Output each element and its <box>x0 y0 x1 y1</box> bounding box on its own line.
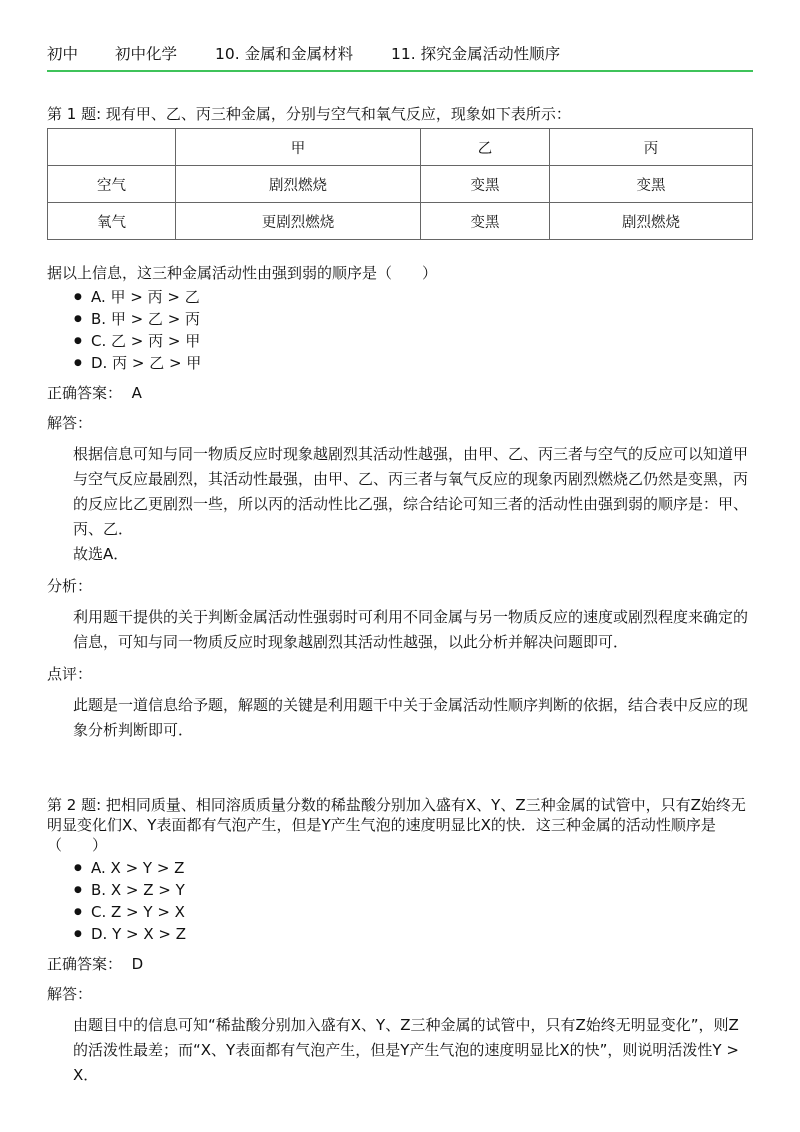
analysis-label: 分析： <box>47 577 93 595</box>
option-b: ● B. X > Z > Y <box>47 879 753 901</box>
table-cell: 剧烈燃烧 <box>550 203 753 240</box>
option-d: ● D. 丙 > 乙 > 甲 <box>47 352 753 374</box>
option-a: ● A. 甲 > 丙 > 乙 <box>47 286 753 308</box>
table-cell: 变黑 <box>550 166 753 203</box>
correct-answer <box>47 953 753 975</box>
solution-body <box>47 442 753 567</box>
table-cell: 空气 <box>48 166 176 203</box>
solution-text: 由题目中的信息可知“稀盐酸分别加入盛有X、Y、Z三种金属的试管中，只有Z始终无明显变化”，则Z的活泼性最差；而“X、Y表面都有气泡产生，但是Y产生气泡的速度明显比X的快”，则说明活泼性Y > X． <box>73 1016 739 1084</box>
options-list <box>47 857 753 945</box>
question-stem: 第 1 题: 现有甲、乙、丙三种金属，分别与空气和氧气反应，现象如下表所示： <box>47 105 571 123</box>
analysis-text: 利用题干提供的关于判断金属活动性强弱时可利用不同金属与另一物质反应的速度或剧烈程度来确定的信息，可知与同一物质反应时现象越剧烈其活动性越强，以此分析并解决问题即可． <box>73 608 749 651</box>
table-cell: 剧烈燃烧 <box>176 166 421 203</box>
table-cell: 变黑 <box>421 203 550 240</box>
breadcrumb-subject[interactable]: 初中化学 <box>115 45 178 63</box>
solution-text: 根据信息可知与同一物质反应时现象越剧烈其活动性越强，由甲、乙、丙三者与空气的反应可以知道甲与空气反应最剧烈，其活动性最强，由甲、乙、丙三者与氧气反应的现象丙剧烈燃烧乙仍然是变黑，丙的反应比乙更剧烈一些，所以丙的活动性比乙强，综合结论可知三者的活动性由强到弱的顺序是：甲、丙、乙． <box>73 445 749 538</box>
option-c: ● C. 乙 > 丙 > 甲 <box>47 330 753 352</box>
question-prompt: 据以上信息，这三种金属活动性由强到弱的顺序是（ ） <box>47 264 438 282</box>
reaction-table <box>47 128 753 240</box>
answer-value: D <box>131 955 144 973</box>
option-b: ● B. 甲 > 乙 > 丙 <box>47 308 753 330</box>
breadcrumb-level[interactable]: 初中 <box>47 45 79 63</box>
option-d: ● D. Y > X > Z <box>47 923 753 945</box>
options-list <box>47 286 753 374</box>
table-cell: 更剧烈燃烧 <box>176 203 421 240</box>
header-divider <box>47 70 753 72</box>
breadcrumb-section[interactable]: 11. 探究金属活动性顺序 <box>391 45 561 63</box>
solution-body <box>47 1013 753 1088</box>
question-stem: 第 2 题: 把相同质量、相同溶质质量分数的稀盐酸分别加入盛有X、Y、Z三种金属的试管中，只有Z始终无明显变化们X、Y表面都有气泡产生，但是Y产生气泡的速度明显比X的快．这三种金属的活动性顺序是（ ） <box>47 796 746 854</box>
comment-label: 点评： <box>47 665 93 683</box>
table-header-cell: 甲 <box>176 129 421 166</box>
option-a: ● A. X > Y > Z <box>47 857 753 879</box>
table-row <box>48 203 753 240</box>
table-row <box>48 166 753 203</box>
table-header-row <box>48 129 753 166</box>
table-cell: 氧气 <box>48 203 176 240</box>
question-1 <box>47 104 753 743</box>
question-2 <box>47 795 753 1088</box>
comment-text: 此题是一道信息给予题，解题的关键是利用题干中关于金属活动性顺序判断的依据，结合表中反应的现象分析判断即可． <box>73 696 749 739</box>
solution-label: 解答： <box>47 985 93 1003</box>
table-header-cell: 丙 <box>550 129 753 166</box>
table-cell: 变黑 <box>421 166 550 203</box>
answer-label: 正确答案： <box>47 955 123 973</box>
table-header-cell <box>48 129 176 166</box>
comment-body <box>47 693 753 743</box>
option-c: ● C. Z > Y > X <box>47 901 753 923</box>
answer-value: A <box>131 384 142 402</box>
analysis-body <box>47 605 753 655</box>
table-header-cell: 乙 <box>421 129 550 166</box>
solution-conclusion: 故选A． <box>73 545 129 563</box>
correct-answer <box>47 382 753 404</box>
breadcrumb-chapter[interactable]: 10. 金属和金属材料 <box>215 45 354 63</box>
answer-label: 正确答案： <box>47 384 123 402</box>
solution-label: 解答： <box>47 414 93 432</box>
